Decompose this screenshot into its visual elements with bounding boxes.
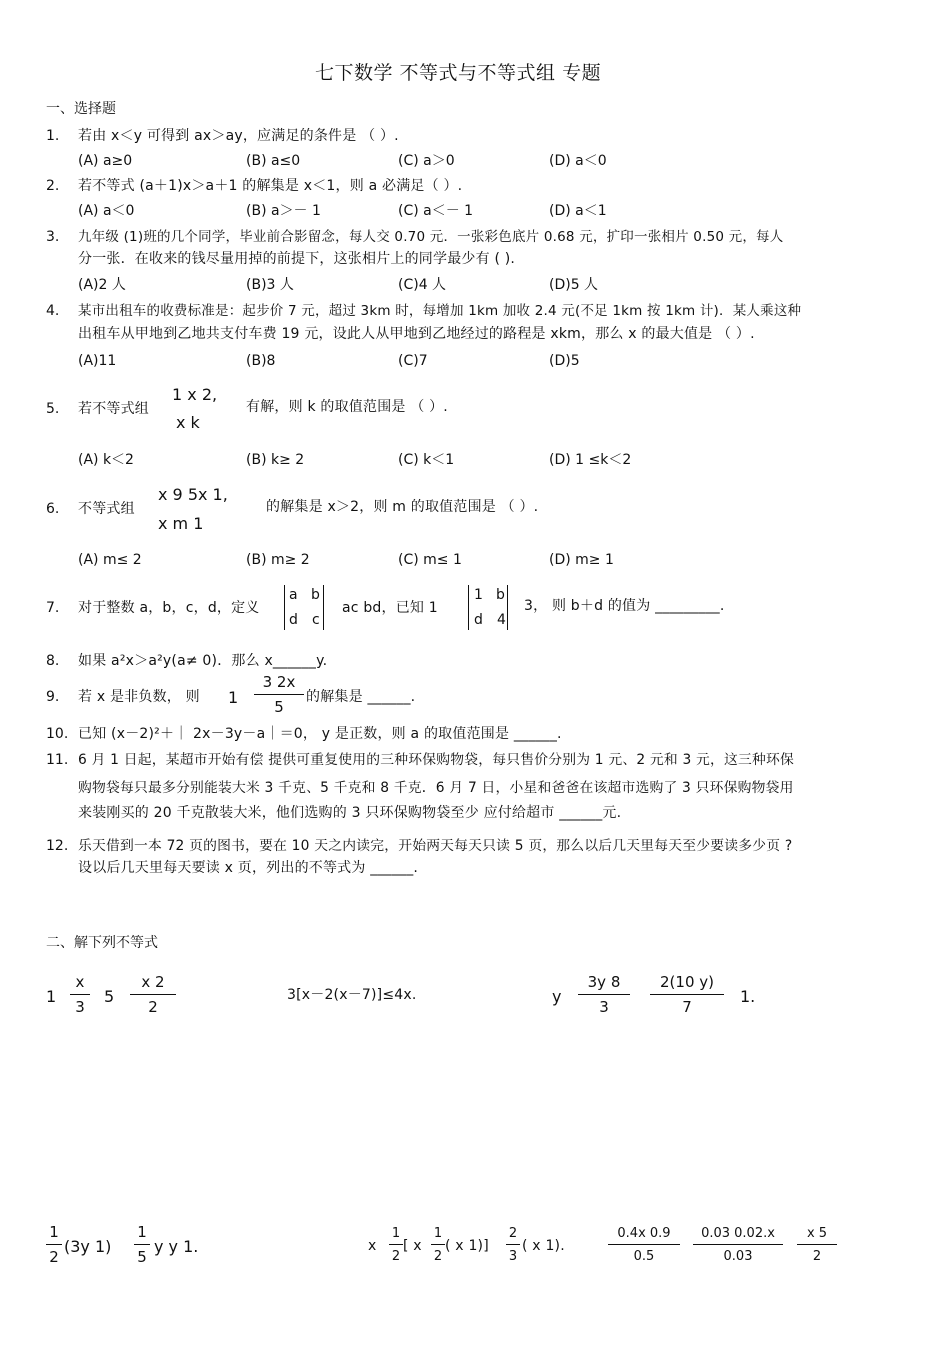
fraction [797,1227,837,1263]
option-a: (A)2 人 [78,277,126,293]
det-cell: a [289,587,298,603]
fraction [130,975,176,1015]
ineq-3-term: y [552,987,562,1006]
system-bottom-line: x k [176,413,200,432]
question-number: 6. [46,501,60,517]
option-c: (C) a＞0 [398,153,455,169]
numerator: x 2 [141,973,165,991]
question-text: 来装刚买的 20 千克散装大米，他们选购的 3 只环保购物袋至少 应付给超市 ______元. [78,805,622,821]
question-number: 3. [46,229,60,245]
option-a: (A) k＜2 [78,452,134,468]
option-b: (B) m≥ 2 [246,552,310,568]
option-b: (B) k≥ 2 [246,452,305,468]
denominator: 5 [137,1248,147,1266]
option-b: (B) a≤0 [246,153,301,169]
ineq-1-term: 1 [46,987,57,1006]
question-text: 分一张．在收来的钱尽量用掉的前提下，这张相片上的同学最少有 ( ). [78,251,516,267]
denominator: 2 [148,998,158,1016]
ineq-5-term: ( x 1)] [445,1238,489,1254]
question-text: 乐天借到一本 72 页的图书，要在 10 天之内读完，开始两天每天只读 5 页，那么以后几天里每天至少要读多少页 ? [78,838,793,854]
denominator: 2 [49,1248,59,1266]
numerator: 1 [137,1223,147,1241]
question-prefix: 对于整数 a，b，c，d，定义 [78,600,260,616]
fraction [693,1227,783,1263]
option-c: (C)7 [398,353,428,369]
question-text: 若由 x＜y 可得到 ax＞ay，应满足的条件是 （ ）. [78,128,399,144]
denominator: 5 [274,698,284,716]
option-d: (D) m≥ 1 [549,552,614,568]
option-c: (C)4 人 [398,277,447,293]
option-b: (B)3 人 [246,277,294,293]
question-number: 4. [46,303,60,319]
numerator: 1 [391,1226,401,1241]
option-d: (D) 1 ≤k＜2 [549,452,632,468]
math-one: 1 [228,688,239,707]
fraction [254,675,304,715]
question-suffix: 3， 则 b＋d 的值为 _________. [524,598,725,614]
ineq-3-term: 1. [740,987,756,1006]
section-heading-choice: 一、选择题 [46,101,116,117]
question-mid: ac bd，已知 1 [342,600,438,616]
ineq-5-term: [ x [403,1238,422,1254]
denominator: 0.03 [723,1249,753,1264]
fraction [70,975,90,1015]
question-prefix: 若 x 是非负数， 则 [78,689,200,705]
fraction [431,1227,445,1263]
option-b: (B)8 [246,353,276,369]
option-d: (D)5 [549,353,580,369]
det-cell: b [311,587,321,603]
denominator: 3 [75,998,85,1016]
question-number: 1. [46,128,60,144]
ineq-5-term: ( x 1). [522,1238,565,1254]
option-d: (D)5 人 [549,277,599,293]
option-a: (A) a≥0 [78,153,133,169]
numerator: 0.4x 0.9 [617,1226,671,1241]
fraction [134,1225,150,1265]
question-number: 5. [46,401,60,417]
ineq-5-term: x [368,1238,377,1254]
fraction [389,1227,403,1263]
det-cell: 1 [474,587,484,603]
det-cell: b [496,587,506,603]
option-d: (D) a＜1 [549,203,607,219]
question-number: 2. [46,178,60,194]
ineq-4-term: (3y 1) [64,1237,112,1256]
question-prefix: 不等式组 [78,501,135,517]
fraction [578,975,630,1015]
ineq-1-term: 5 [104,987,115,1006]
numerator: x [75,973,85,991]
question-number: 10. [46,726,69,742]
option-b: (B) a＞－ 1 [246,203,321,219]
option-c: (C) m≤ 1 [398,552,462,568]
denominator: 3 [599,998,609,1016]
question-number: 12. [46,838,69,854]
question-text: 若不等式 (a＋1)x＞a＋1 的解集是 x＜1，则 a 必满足（ ）. [78,178,463,194]
denominator: 2 [433,1249,443,1264]
det-cell: 4 [497,612,507,628]
question-number: 11. [46,752,69,768]
question-suffix: 的解集是 x＞2，则 m 的取值范围是 （ ）. [266,499,539,515]
denominator: 2 [812,1249,822,1264]
option-a: (A) a＜0 [78,203,135,219]
numerator: 3 2x [262,673,296,691]
denominator: 2 [391,1249,401,1264]
question-text: 购物袋每只最多分别能装大米 3 千克、5 千克和 8 千克．6 月 7 日，小星和爸爸在该超市选购了 3 只环保购物袋用 [78,780,794,796]
numerator: 0.03 0.02.x [701,1226,775,1241]
question-text: 九年级 (1)班的几个同学，毕业前合影留念，每人交 0.70 元．一张彩色底片 0.68 元，扩印一张相片 0.50 元，每人 [78,229,784,245]
question-prefix: 若不等式组 [78,401,149,417]
numerator: 2 [508,1226,518,1241]
denominator: 0.5 [633,1249,655,1264]
option-a: (A) m≤ 2 [78,552,142,568]
fraction [608,1227,680,1263]
system-top-line: x 9 5x 1, [158,485,228,504]
numerator: 1 [433,1226,443,1241]
fraction [506,1227,520,1263]
numerator: 2(10 y) [660,973,714,991]
question-suffix: 的解集是 ______. [306,689,416,705]
question-number: 7. [46,600,60,616]
question-text: 设以后几天里每天要读 x 页，列出的不等式为 ______. [78,860,419,876]
numerator: x 5 [806,1226,828,1241]
option-c: (C) a＜－ 1 [398,203,474,219]
det-cell: d [289,612,299,628]
ineq-2: 3[x－2(x－7)]≤4x. [287,987,417,1003]
question-text: 出租车从甲地到乙地共支付车费 19 元，设此人从甲地到乙地经过的路程是 xkm，那么 x 的最大值是 （ ）. [78,326,755,342]
question-text: 已知 (x－2)²＋｜ 2x－3y－a｜＝0， y 是正数，则 a 的取值范围是 ______. [78,726,562,742]
option-d: (D) a＜0 [549,153,607,169]
denominator: 7 [682,998,692,1016]
numerator: 1 [49,1223,59,1241]
page-title: 七下数学 不等式与不等式组 专题 [315,62,602,84]
question-text: 如果 a²x＞a²y(a≠ 0)．那么 x______y. [78,653,328,669]
option-c: (C) k＜1 [398,452,455,468]
fraction [650,975,724,1015]
fraction [46,1225,62,1265]
system-top-line: 1 x 2, [172,385,218,404]
question-suffix: 有解，则 k 的取值范围是 （ ）. [246,399,448,415]
ineq-4-term: y y 1. [154,1237,199,1256]
numerator: 3y 8 [587,973,621,991]
option-a: (A)11 [78,353,117,369]
det-cell: c [312,612,320,628]
question-text: 某市出租车的收费标准是：起步价 7 元，超过 3km 时，每增加 1km 加收 2.4 元(不足 1km 按 1km 计)．某人乘这种 [78,303,802,319]
det-cell: d [474,612,484,628]
question-number: 9. [46,689,60,705]
denominator: 3 [508,1249,518,1264]
system-bottom-line: x m 1 [158,514,204,533]
question-text: 6 月 1 日起，某超市开始有偿 提供可重复使用的三种环保购物袋，每只售价分别为 1 元、2 元和 3 元，这三种环保 [78,752,795,768]
question-number: 8. [46,653,60,669]
section-heading-solve: 二、解下列不等式 [46,935,158,951]
